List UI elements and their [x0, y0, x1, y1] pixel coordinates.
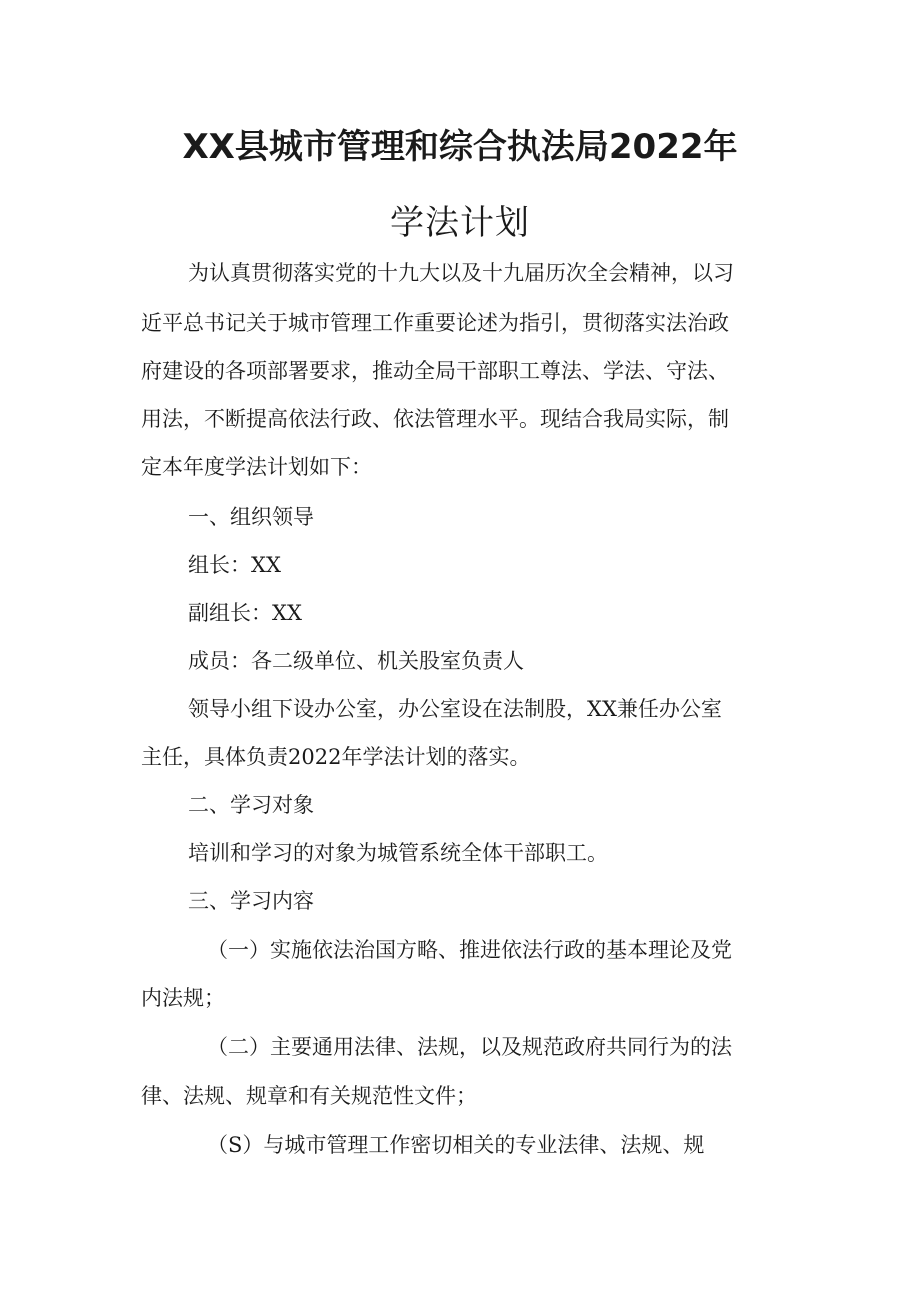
- content-item-2-line-1: （二）主要通用法律、法规，以及规范政府共同行为的法: [207, 1035, 732, 1059]
- content-item-3-line-1: （S）与城市管理工作密切相关的专业法律、法规、规: [207, 1133, 705, 1157]
- intro-line-1: 为认真贯彻落实党的十九大以及十九届历次全会精神，以习: [188, 261, 734, 285]
- office-note-line-2: 主任，具体负责2022年学法计划的落实。: [141, 745, 531, 769]
- audience-line: 培训和学习的对象为城管系统全体干部职工。: [188, 841, 608, 865]
- document-title-line-1: XX县城市管理和综合执法局2022年: [182, 127, 738, 167]
- section-heading-content: 三、学习内容: [188, 889, 314, 913]
- section-heading-audience: 二、学习对象: [188, 793, 314, 817]
- office-note-line-1: 领导小组下设办公室，办公室设在法制股，XX兼任办公室: [188, 697, 722, 721]
- section-heading-organization: 一、组织领导: [188, 505, 314, 529]
- deputy-leader-line: 副组长：XX: [188, 601, 302, 625]
- intro-line-3: 府建设的各项部署要求，推动全局干部职工尊法、学法、守法、: [141, 359, 729, 383]
- intro-line-4: 用法，不断提高依法行政、依法管理水平。现结合我局实际，制: [141, 407, 729, 431]
- members-line: 成员：各二级单位、机关股室负责人: [188, 649, 524, 673]
- content-item-1-line-1: （一）实施依法治国方略、推进依法行政的基本理论及党: [207, 938, 732, 962]
- content-item-1-line-2: 内法规；: [141, 986, 225, 1010]
- leader-line: 组长：XX: [188, 553, 281, 577]
- intro-line-2: 近平总书记关于城市管理工作重要论述为指引，贯彻落实法治政: [141, 311, 729, 335]
- content-item-2-line-2: 律、法规、规章和有关规范性文件；: [141, 1084, 477, 1108]
- intro-line-5: 定本年度学法计划如下：: [141, 455, 372, 479]
- document-title-line-2: 学法计划: [390, 203, 530, 243]
